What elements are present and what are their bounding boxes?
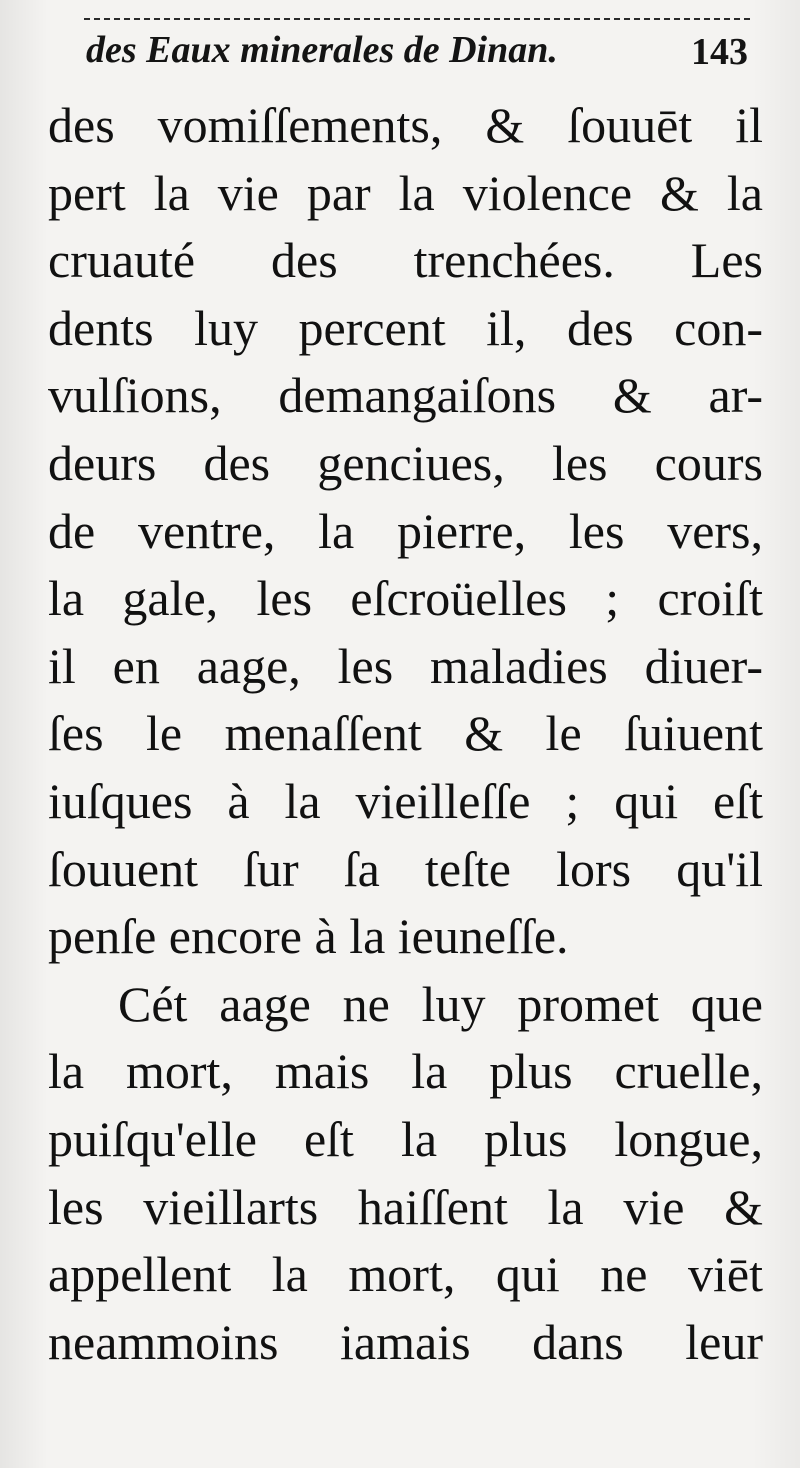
text-line: penſe encore à la ieuneſſe. bbox=[48, 908, 569, 965]
text-line: de ventre, la pierre, les vers, bbox=[48, 502, 763, 559]
text-line: iuſques à la vieilleſſe ; qui eſt bbox=[48, 772, 763, 829]
text-line: neammoins iamais dans leur bbox=[48, 1313, 763, 1370]
text-line: deurs des genciues, les cours bbox=[48, 434, 763, 491]
text-line: des vomiſſements, & ſouuēt il bbox=[48, 97, 763, 153]
text-line: pert la vie par la violence & la bbox=[48, 164, 763, 221]
text-line: la mort, mais la plus cruelle, bbox=[48, 1043, 763, 1100]
text-line: ſes le menaſſent & le ſuiuent bbox=[48, 705, 763, 762]
text-line: dents luy percent il, des con- bbox=[48, 299, 763, 356]
text-line: appellent la mort, qui ne viēt bbox=[48, 1246, 763, 1303]
text-line: puiſqu'elle eſt la plus longue, bbox=[48, 1110, 763, 1167]
running-title: des Eaux minerales de Dinan. bbox=[86, 29, 558, 71]
text-line: ſouuent ſur ſa teſte lors qu'il bbox=[48, 840, 763, 897]
text-line: il en aage, les maladies diuer- bbox=[48, 637, 763, 694]
body-text bbox=[48, 92, 763, 1376]
text-line: les vieillarts haiſſent la vie & bbox=[48, 1178, 763, 1235]
text-line: cruauté des trenchées. Les bbox=[48, 232, 763, 289]
running-head bbox=[84, 18, 750, 78]
text-line: Cét aage ne luy promet que bbox=[118, 975, 763, 1032]
text-line: la gale, les eſcroüelles ; croiſt bbox=[48, 570, 763, 627]
text-line: vulſions, demangaiſons & ar- bbox=[48, 367, 763, 424]
page-number: 143 bbox=[691, 31, 748, 73]
